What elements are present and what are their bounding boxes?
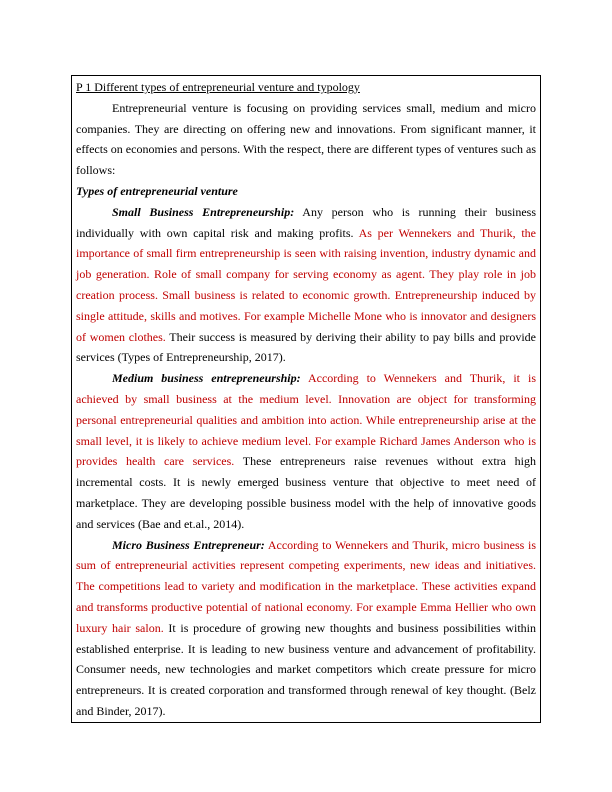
paragraph-lead: Micro Business Entrepreneur:: [112, 537, 265, 552]
intro-text: Entrepreneurial venture is focusing on providing services small, medium and micro companies. They are directing on offering new and innovations. From significant manner, it effects on economies and persons. With the respect, there are different types of ventures such as follows:: [76, 100, 536, 178]
document-title-text: P 1 Different types of entrepreneurial venture and typology: [76, 80, 360, 94]
text-run: It is procedure of growing new thoughts and business possibilities within established enterprise. It is leading to new business venture and advancement of profitability. Consumer needs, new technologies and market competitors which create pressure for micro entrepreneurs. It is created corporation and transformed through renewal of key thought. (Belz and Binder, 2017).: [76, 620, 536, 718]
section-heading: Types of entrepreneurial venture: [76, 183, 238, 198]
intro-paragraph: [76, 98, 536, 181]
content-border-box: [71, 75, 541, 723]
paragraph-small-business: [76, 202, 536, 368]
document-title: [76, 77, 536, 98]
text-run: Their success is measured by deriving their ability to pay bills and provide services (Types of Entrepreneurship, 2017).: [76, 329, 536, 365]
text-run: According to Wennekers and Thurik, micro business is sum of entrepreneurial activities represent competing experiments, new ideas and initiatives. The competitions lead to variety and modification in the marketplace. These activities expand and transforms productive potential of national economy. For example Emma Hellier who own luxury hair salon.: [76, 537, 536, 635]
paragraph-medium-business: [76, 368, 536, 534]
text-run: According to Wennekers and Thurik, it is achieved by small business at the medium level. Innovation are object for transforming personal entrepreneurial qualities and ambition into action. While entrepreneurship arise at the small level, it is likely to achieve medium level. For example Richard James Anderson who is provides health care services.: [76, 371, 536, 469]
paragraph-lead: Small Business Entrepreneurship:: [112, 204, 295, 219]
text-run: These entrepreneurs raise revenues without extra high incremental costs. It is newly emerged business venture that objective to meet need of marketplace. They are developing possible business model with the help of innovative goods and services (Bae and et.al., 2014).: [76, 454, 536, 531]
paragraph-micro-business: [76, 535, 536, 722]
text-run: Any person who is running their business individually with own capital risk and making profits.: [76, 204, 537, 240]
paragraph-lead: Medium business entrepreneurship:: [112, 371, 301, 386]
text-run: As per Wennekers and Thurik, the importance of small firm entrepreneurship is seen with raising invention, industry dynamic and job generation. Role of small company for serving economy as agent. They play role in job creation process. Small business is related to economic growth. Entrepreneurship induced by single attitude, skills and motives. For example Michelle Mone who is innovator and designers of women clothes.: [76, 225, 536, 344]
